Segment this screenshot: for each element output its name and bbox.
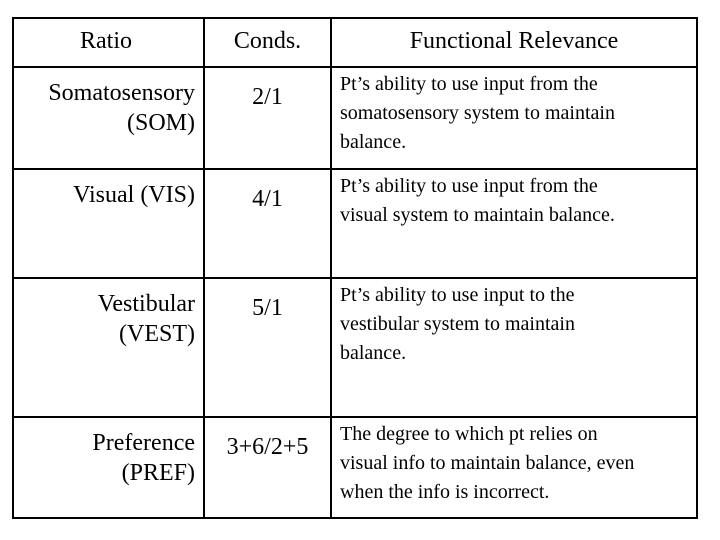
ratio-line: Somatosensory (48, 80, 195, 106)
relevance-line: when the info is incorrect. (340, 481, 550, 503)
conds-cell: 2/1 (204, 67, 331, 169)
ratio-line: Preference (92, 430, 195, 456)
relevance-line: Pt’s ability to use input from the (340, 73, 598, 95)
ratio-line: (SOM) (126, 110, 195, 136)
conds-cell: 3+6/2+5 (204, 417, 331, 518)
relevance-line: vestibular system to maintain (340, 313, 575, 335)
ratio-cell (13, 417, 204, 518)
ratio-line: (PREF) (121, 460, 195, 486)
table-row-som (13, 67, 697, 169)
table-row-pref (13, 417, 697, 518)
conds-cell: 5/1 (204, 278, 331, 417)
relevance-line: Pt’s ability to use input to the (340, 284, 575, 306)
table-row-vest (13, 278, 697, 417)
relevance-cell (331, 417, 697, 518)
relevance-line: Pt’s ability to use input from the (340, 175, 598, 197)
ratio-line: Visual (VIS) (73, 182, 195, 208)
relevance-line: The degree to which pt relies on (340, 423, 598, 445)
ratio-table (12, 17, 698, 519)
ratio-line: (VEST) (119, 321, 195, 347)
header-ratio: Ratio (13, 18, 204, 67)
relevance-line: somatosensory system to maintain (340, 102, 615, 124)
ratio-line: Vestibular (97, 291, 195, 317)
relevance-cell (331, 67, 697, 169)
header-row (13, 18, 697, 67)
relevance-line: balance. (340, 131, 407, 153)
ratio-cell (13, 169, 204, 278)
relevance-line: visual info to maintain balance, even (340, 452, 635, 474)
header-functional-relevance: Functional Relevance (331, 18, 697, 67)
header-conds: Conds. (204, 18, 331, 67)
relevance-cell (331, 169, 697, 278)
ratio-cell (13, 67, 204, 169)
conds-cell: 4/1 (204, 169, 331, 278)
table-row-vis (13, 169, 697, 278)
ratio-cell (13, 278, 204, 417)
relevance-line: visual system to maintain balance. (340, 204, 615, 226)
relevance-cell (331, 278, 697, 417)
relevance-line: balance. (340, 342, 407, 364)
